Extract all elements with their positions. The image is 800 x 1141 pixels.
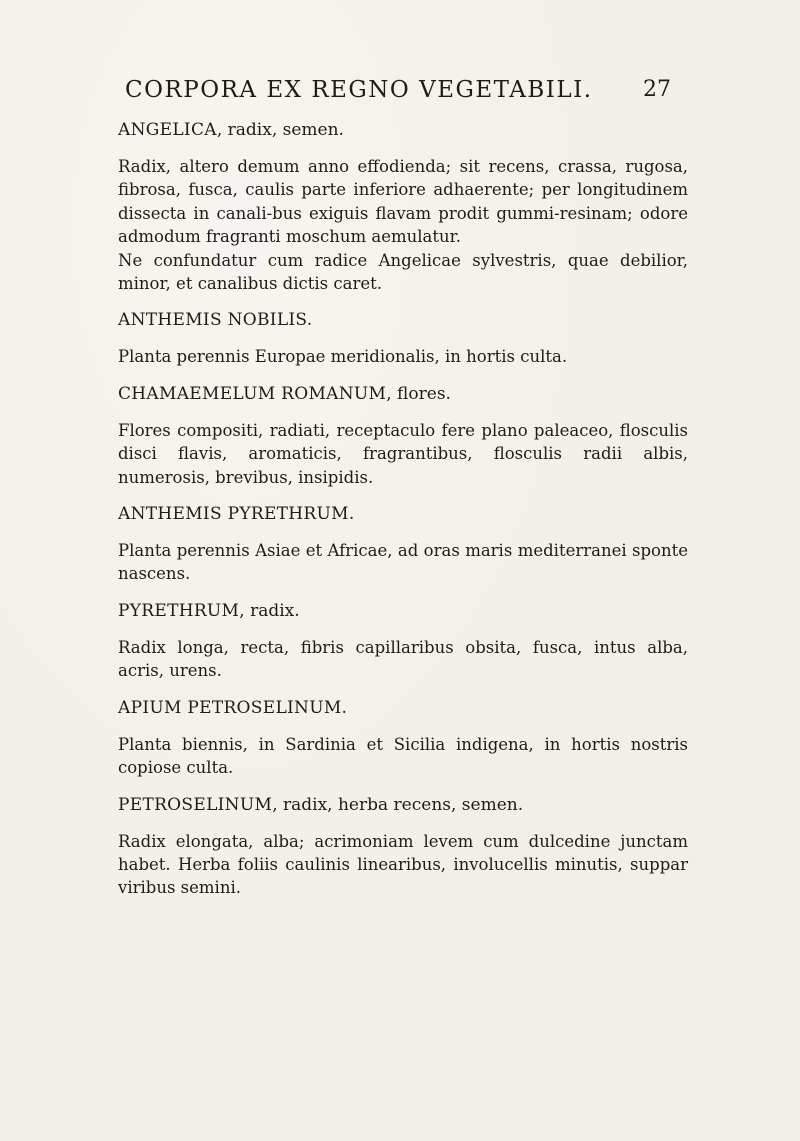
- entry-paragraph: Flores compositi, radiati, receptaculo fere plano paleaceo, flosculis disci flavis, aromaticis, fragrantibus, flosculis radii albis, numerosis, brevibus, insipidis.: [118, 420, 688, 487]
- entry-suffix: , radix, herba recens, semen.: [272, 794, 524, 815]
- entry-paragraph: Ne confundatur cum radice Angelicae sylvestris, quae debilior, minor, et canalibus dictis caret.: [118, 250, 688, 294]
- page-content: [118, 118, 688, 900]
- entry-heading: [118, 793, 688, 817]
- entry-suffix: , radix, semen.: [216, 120, 344, 140]
- entry-heading: [118, 118, 688, 142]
- entry-paragraph: Radix longa, recta, fibris capillaribus obsita, fusca, intus alba, acris, urens.: [118, 637, 688, 681]
- entry-title: APIUM PETROSELINUM.: [118, 697, 348, 718]
- entry-suffix: , radix.: [239, 600, 300, 621]
- entry-title: ANGELICA: [118, 120, 217, 140]
- entry-anthemis-pyrethrum: [118, 502, 688, 586]
- entry-paragraph: Planta perennis Europae meridionalis, in hortis culta.: [118, 347, 568, 367]
- entry-title: ANTHEMIS NOBILIS.: [118, 310, 313, 331]
- entry-paragraph: Planta biennis, in Sardinia et Sicilia indigena, in hortis nostris copiose culta.: [118, 734, 688, 778]
- entry-heading: [118, 599, 688, 623]
- entry-title: ANTHEMIS PYRETHRUM.: [118, 504, 355, 525]
- entry-paragraph: Radix elongata, alba; acrimoniam levem cum dulcedine junctam habet. Herba foliis caulinis linearibus, involucellis minutis, suppar viribus semini.: [118, 831, 688, 898]
- running-title: CORPORA EX REGNO VEGETABILI.: [125, 77, 593, 103]
- entry-title: CHAMAEMELUM ROMANUM: [118, 383, 387, 404]
- entry-title: PYRETHRUM: [118, 600, 240, 621]
- entry-paragraph: Radix, altero demum anno effodienda; sit recens, crassa, rugosa, fibrosa, fusca, caulis parte inferiore adhaerente; per longitudinem dissecta in canali-bus exiguis flavam prodit gummi-resinam; odore admodum fragranti moschum aemulatur.: [118, 157, 688, 247]
- entry-petroselinum: [118, 793, 688, 900]
- entry-apium-petroselinum: [118, 696, 688, 780]
- entry-heading: [118, 696, 688, 720]
- entry-paragraph: Planta perennis Asiae et Africae, ad oras maris mediterranei sponte nascens.: [118, 541, 688, 584]
- entry-heading: [118, 382, 688, 406]
- entry-suffix: , flores.: [386, 383, 451, 404]
- page-number: 27: [643, 77, 671, 102]
- entry-heading: [118, 308, 688, 332]
- running-head: [125, 75, 685, 109]
- entry-pyrethrum: [118, 599, 688, 683]
- entry-chamaemelum-romanum: [118, 382, 688, 489]
- entry-anthemis-nobilis: [118, 308, 688, 368]
- entry-heading: [118, 502, 688, 526]
- entry-angelica: [118, 118, 688, 295]
- entry-title: PETROSELINUM: [118, 794, 273, 815]
